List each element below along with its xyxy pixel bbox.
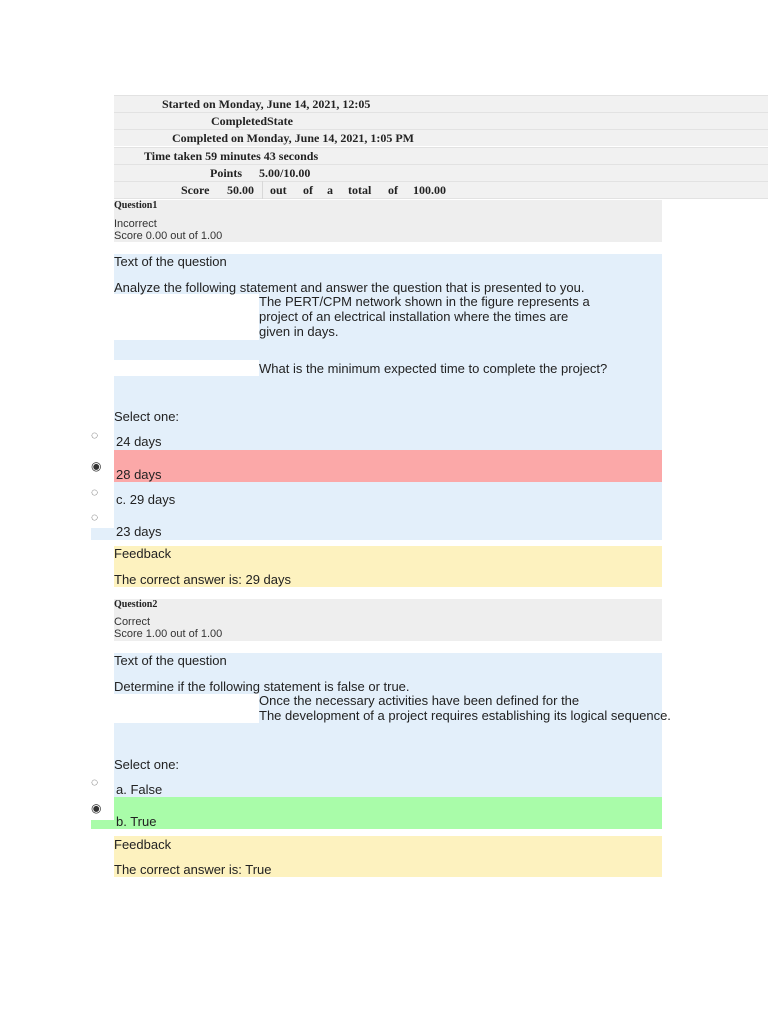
summary-score-word: total bbox=[348, 183, 372, 197]
summary-score-label: Score bbox=[181, 183, 210, 197]
indent-spacer bbox=[114, 360, 259, 376]
answer-option[interactable] bbox=[114, 522, 662, 540]
question-2-number: Question2 bbox=[114, 599, 158, 610]
question-1-feedback bbox=[114, 546, 662, 587]
radio-unselected-icon[interactable]: ◌ bbox=[91, 510, 99, 524]
answer-option-label: 24 days bbox=[116, 434, 162, 449]
feedback-label: Feedback bbox=[114, 837, 172, 852]
answer-option-selected-correct bbox=[91, 820, 114, 829]
answer-option[interactable] bbox=[114, 432, 662, 450]
summary-state: CompletedState bbox=[211, 114, 293, 128]
summary-points-value: 5.00/10.00 bbox=[259, 166, 311, 180]
question-1-statement-line: given in days. bbox=[259, 324, 339, 339]
summary-score-word: a bbox=[327, 183, 333, 197]
indent-spacer bbox=[114, 294, 259, 340]
question-1-score: Score 0.00 out of 1.00 bbox=[114, 230, 223, 242]
summary-started: Started on Monday, June 14, 2021, 12:05 bbox=[162, 97, 371, 111]
summary-time-row bbox=[114, 147, 768, 164]
question-2-select-one: Select one: bbox=[114, 757, 180, 772]
question-2-feedback bbox=[114, 836, 662, 877]
summary-points-label: Points bbox=[210, 166, 243, 180]
feedback-label: Feedback bbox=[114, 546, 172, 561]
summary-score-total: 100.00 bbox=[413, 183, 446, 197]
indent-spacer bbox=[114, 694, 259, 723]
summary-state-row bbox=[114, 112, 768, 129]
question-2-info bbox=[114, 599, 662, 641]
summary-completed: Completed on Monday, June 14, 2021, 1:05 PM bbox=[172, 131, 415, 145]
answer-option-selected-correct[interactable] bbox=[114, 797, 662, 829]
radio-unselected-icon[interactable]: ◌ bbox=[91, 428, 99, 442]
answer-option-label: 28 days bbox=[116, 467, 162, 482]
question-1-question: What is the minimum expected time to complete the project? bbox=[259, 361, 608, 376]
summary-started-row bbox=[114, 95, 768, 112]
summary-divider bbox=[262, 181, 263, 199]
summary-score-word: of bbox=[303, 183, 313, 197]
answer-option-label: a. False bbox=[116, 782, 163, 797]
summary-score-word: out bbox=[270, 183, 287, 197]
answer-option[interactable] bbox=[114, 780, 662, 797]
radio-unselected-icon[interactable]: ◌ bbox=[91, 485, 99, 499]
answer-option-label: 23 days bbox=[116, 524, 162, 539]
question-1-text-heading: Text of the question bbox=[114, 254, 227, 269]
question-1-select-one: Select one: bbox=[114, 409, 180, 424]
summary-points-row bbox=[114, 164, 768, 181]
question-1-instruction: Analyze the following statement and answer the question that is presented to you. bbox=[114, 280, 585, 295]
summary-score-value: 50.00 bbox=[227, 183, 254, 197]
question-2-status: Correct bbox=[114, 616, 151, 628]
radio-selected-icon[interactable]: ◉ bbox=[91, 801, 102, 815]
indent-spacer bbox=[114, 340, 259, 360]
summary-score-row bbox=[114, 181, 768, 199]
summary-score-word: of bbox=[388, 183, 398, 197]
summary-time-taken: Time taken 59 minutes 43 seconds bbox=[144, 149, 319, 163]
answer-option-selected-incorrect[interactable] bbox=[114, 450, 662, 482]
question-1-number: Question1 bbox=[114, 200, 158, 211]
radio-selected-icon[interactable]: ◉ bbox=[91, 459, 102, 473]
question-2-instruction: Determine if the following statement is false or true. bbox=[114, 679, 410, 694]
radio-unselected-icon[interactable]: ◌ bbox=[91, 775, 99, 789]
answer-option-label: b. True bbox=[116, 814, 157, 829]
question-2-score: Score 1.00 out of 1.00 bbox=[114, 628, 223, 640]
question-1-info bbox=[114, 200, 662, 242]
feedback-correct-answer: The correct answer is: 29 days bbox=[114, 572, 292, 587]
question-1-statement-line: project of an electrical installation where the times are bbox=[259, 309, 569, 324]
answer-option-label: c. 29 days bbox=[116, 492, 176, 507]
question-2-text-area bbox=[114, 653, 662, 797]
question-2-statement-line: The development of a project requires establishing its logical sequence. bbox=[259, 708, 671, 723]
question-1-status: Incorrect bbox=[114, 218, 157, 230]
question-2-statement-line: Once the necessary activities have been defined for the bbox=[259, 693, 580, 708]
feedback-correct-answer: The correct answer is: True bbox=[114, 862, 272, 877]
question-2-text-heading: Text of the question bbox=[114, 653, 227, 668]
summary-completed-row bbox=[114, 129, 768, 146]
answer-options-area bbox=[91, 528, 114, 540]
question-1-statement-line: The PERT/CPM network shown in the figure represents a bbox=[259, 294, 590, 309]
answer-option[interactable] bbox=[114, 490, 662, 508]
